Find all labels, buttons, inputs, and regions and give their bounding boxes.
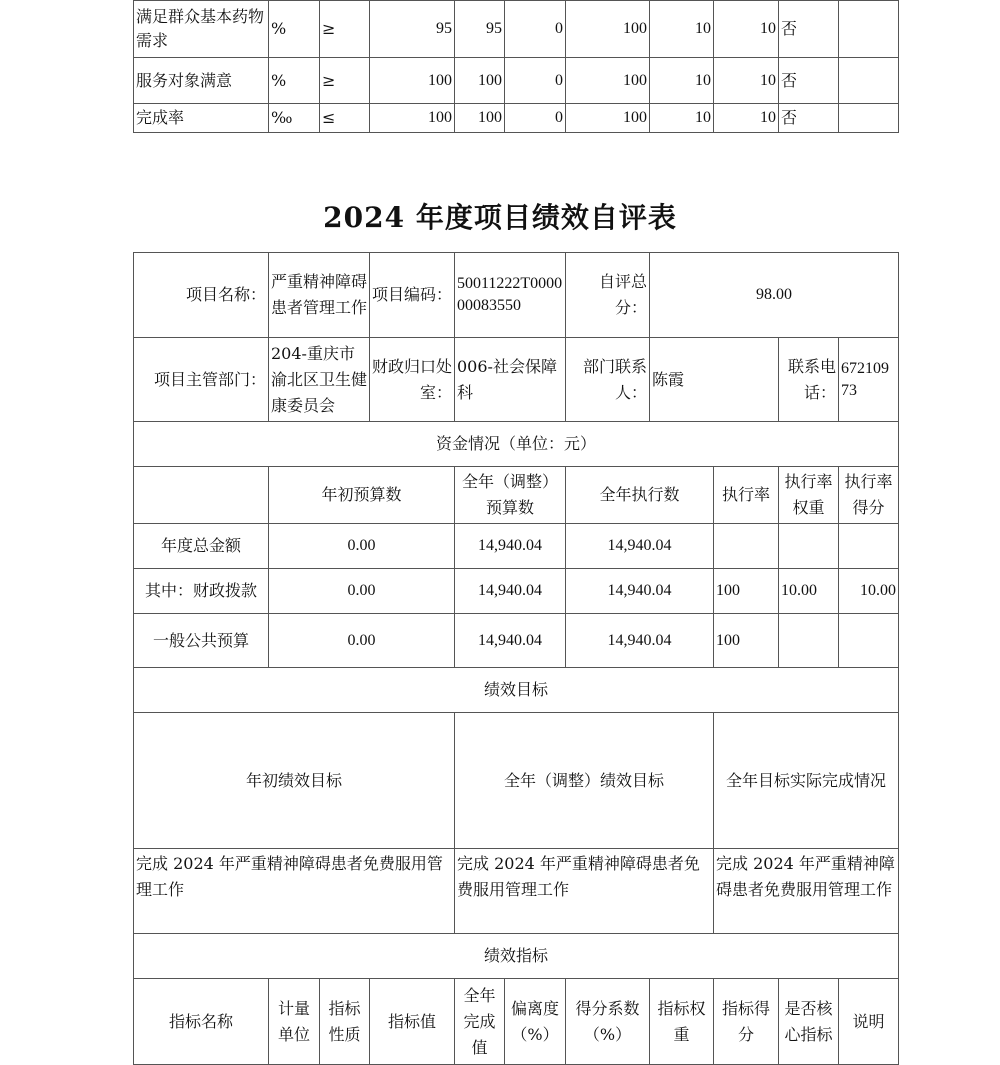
indicator-actual: 100 [455,104,505,133]
indicator-deviation: 0 [505,1,566,58]
funds-executed: 14,940.04 [566,569,714,614]
table-row [134,104,899,133]
project-code-label: 项目编码： [370,253,455,338]
indicator-score: 10 [714,104,779,133]
funds-section-title: 资金情况（单位：元） [134,422,899,467]
indicator-core: 否 [779,58,839,104]
project-name-label: 项目名称： [134,253,269,338]
funds-weight [779,614,839,668]
indicator-header-actual: 全年完成值 [455,979,505,1065]
finance-value: 006-社会保障科 [455,338,566,422]
funds-header-executed: 全年执行数 [566,467,714,524]
indicator-score: 10 [714,1,779,58]
indicator-note [839,58,899,104]
indicator-note [839,1,899,58]
funds-header-blank [134,467,269,524]
indicator-actual: 100 [455,58,505,104]
finance-label: 财政归口处室： [370,338,455,422]
funds-rate: 100 [714,569,779,614]
indicators-header-row [134,979,899,1065]
indicator-header-core: 是否核心指标 [779,979,839,1065]
indicator-unit: ‰ [269,104,320,133]
funds-header-score: 执行率得分 [839,467,899,524]
funds-weight: 10.00 [779,569,839,614]
funds-score [839,614,899,668]
funds-header-initial: 年初预算数 [269,467,455,524]
indicator-target: 95 [370,1,455,58]
indicator-header-target: 指标值 [370,979,455,1065]
indicator-weight: 10 [650,104,714,133]
table-row [134,569,899,614]
table-row [134,1,899,58]
funds-executed: 14,940.04 [566,614,714,668]
funds-executed: 14,940.04 [566,524,714,569]
goals-value-row [134,849,899,934]
indicator-header-unit: 计量单位 [269,979,320,1065]
contact-value: 陈霞 [650,338,779,422]
funds-row-label: 年度总金额 [134,524,269,569]
page-title: 2024 年度项目绩效自评表 [323,201,677,234]
indicator-coefficient: 100 [566,1,650,58]
indicator-nature: ≥ [320,58,370,104]
funds-row-label: 其中：财政拨款 [134,569,269,614]
table-row [134,614,899,668]
funds-adjusted: 14,940.04 [455,524,566,569]
indicator-unit: % [269,1,320,58]
project-info-row [134,253,899,338]
table-row [134,58,899,104]
indicators-section-title: 绩效指标 [134,934,899,979]
funds-initial: 0.00 [269,569,455,614]
indicator-nature: ≤ [320,104,370,133]
indicator-weight: 10 [650,1,714,58]
funds-rate: 100 [714,614,779,668]
indicator-unit: % [269,58,320,104]
funds-header-adjusted: 全年（调整）预算数 [455,467,566,524]
goals-section-row [134,668,899,713]
funds-adjusted: 14,940.04 [455,569,566,614]
funds-section-row [134,422,899,467]
funds-header-weight: 执行率权重 [779,467,839,524]
goals-header-actual: 全年目标实际完成情况 [714,713,899,849]
project-code: 50011222T000000083550 [455,253,566,338]
indicator-header-name: 指标名称 [134,979,269,1065]
indicator-core: 否 [779,104,839,133]
indicator-header-nature: 指标性质 [320,979,370,1065]
indicator-note [839,104,899,133]
indicator-name: 服务对象满意 [134,58,269,104]
indicator-header-note: 说明 [839,979,899,1065]
indicator-coefficient: 100 [566,104,650,133]
indicator-name: 完成率 [134,104,269,133]
indicator-header-weight: 指标权重 [650,979,714,1065]
funds-row-label: 一般公共预算 [134,614,269,668]
indicator-target: 100 [370,58,455,104]
goals-header-row [134,713,899,849]
funds-header-rate: 执行率 [714,467,779,524]
funds-weight [779,524,839,569]
table-row [134,524,899,569]
indicator-nature: ≥ [320,1,370,58]
goals-section-title: 绩效目标 [134,668,899,713]
indicator-deviation: 0 [505,104,566,133]
funds-adjusted: 14,940.04 [455,614,566,668]
indicator-score: 10 [714,58,779,104]
funds-initial: 0.00 [269,614,455,668]
self-score-label: 自评总分： [566,253,650,338]
indicator-header-coefficient: 得分系数（%） [566,979,650,1065]
goals-header-initial: 年初绩效目标 [134,713,455,849]
performance-evaluation-table [133,252,899,1065]
indicator-core: 否 [779,1,839,58]
indicator-target: 100 [370,104,455,133]
self-score: 98.00 [650,253,899,338]
funds-score [839,524,899,569]
funds-header-row [134,467,899,524]
indicator-coefficient: 100 [566,58,650,104]
department-info-row [134,338,899,422]
contact-label: 部门联系人： [566,338,650,422]
indicator-name: 满足群众基本药物需求 [134,1,269,58]
dept-label: 项目主管部门： [134,338,269,422]
funds-initial: 0.00 [269,524,455,569]
phone-label: 联系电话： [779,338,839,422]
indicator-weight: 10 [650,58,714,104]
indicator-deviation: 0 [505,58,566,104]
dept-value: 204-重庆市渝北区卫生健康委员会 [269,338,370,422]
goal-initial: 完成 2024 年严重精神障碍患者免费服用管理工作 [134,849,455,934]
funds-score: 10.00 [839,569,899,614]
indicator-header-score: 指标得分 [714,979,779,1065]
goals-header-adjusted: 全年（调整）绩效目标 [455,713,714,849]
indicator-header-deviation: 偏离度（%） [505,979,566,1065]
indicator-actual: 95 [455,1,505,58]
indicators-section-row [134,934,899,979]
project-name: 严重精神障碍患者管理工作 [269,253,370,338]
goal-actual: 完成 2024 年严重精神障碍患者免费服用管理工作 [714,849,899,934]
phone-value: 67210973 [839,338,899,422]
indicator-continuation-table [133,0,899,133]
goal-adjusted: 完成 2024 年严重精神障碍患者免费服用管理工作 [455,849,714,934]
funds-rate [714,524,779,569]
